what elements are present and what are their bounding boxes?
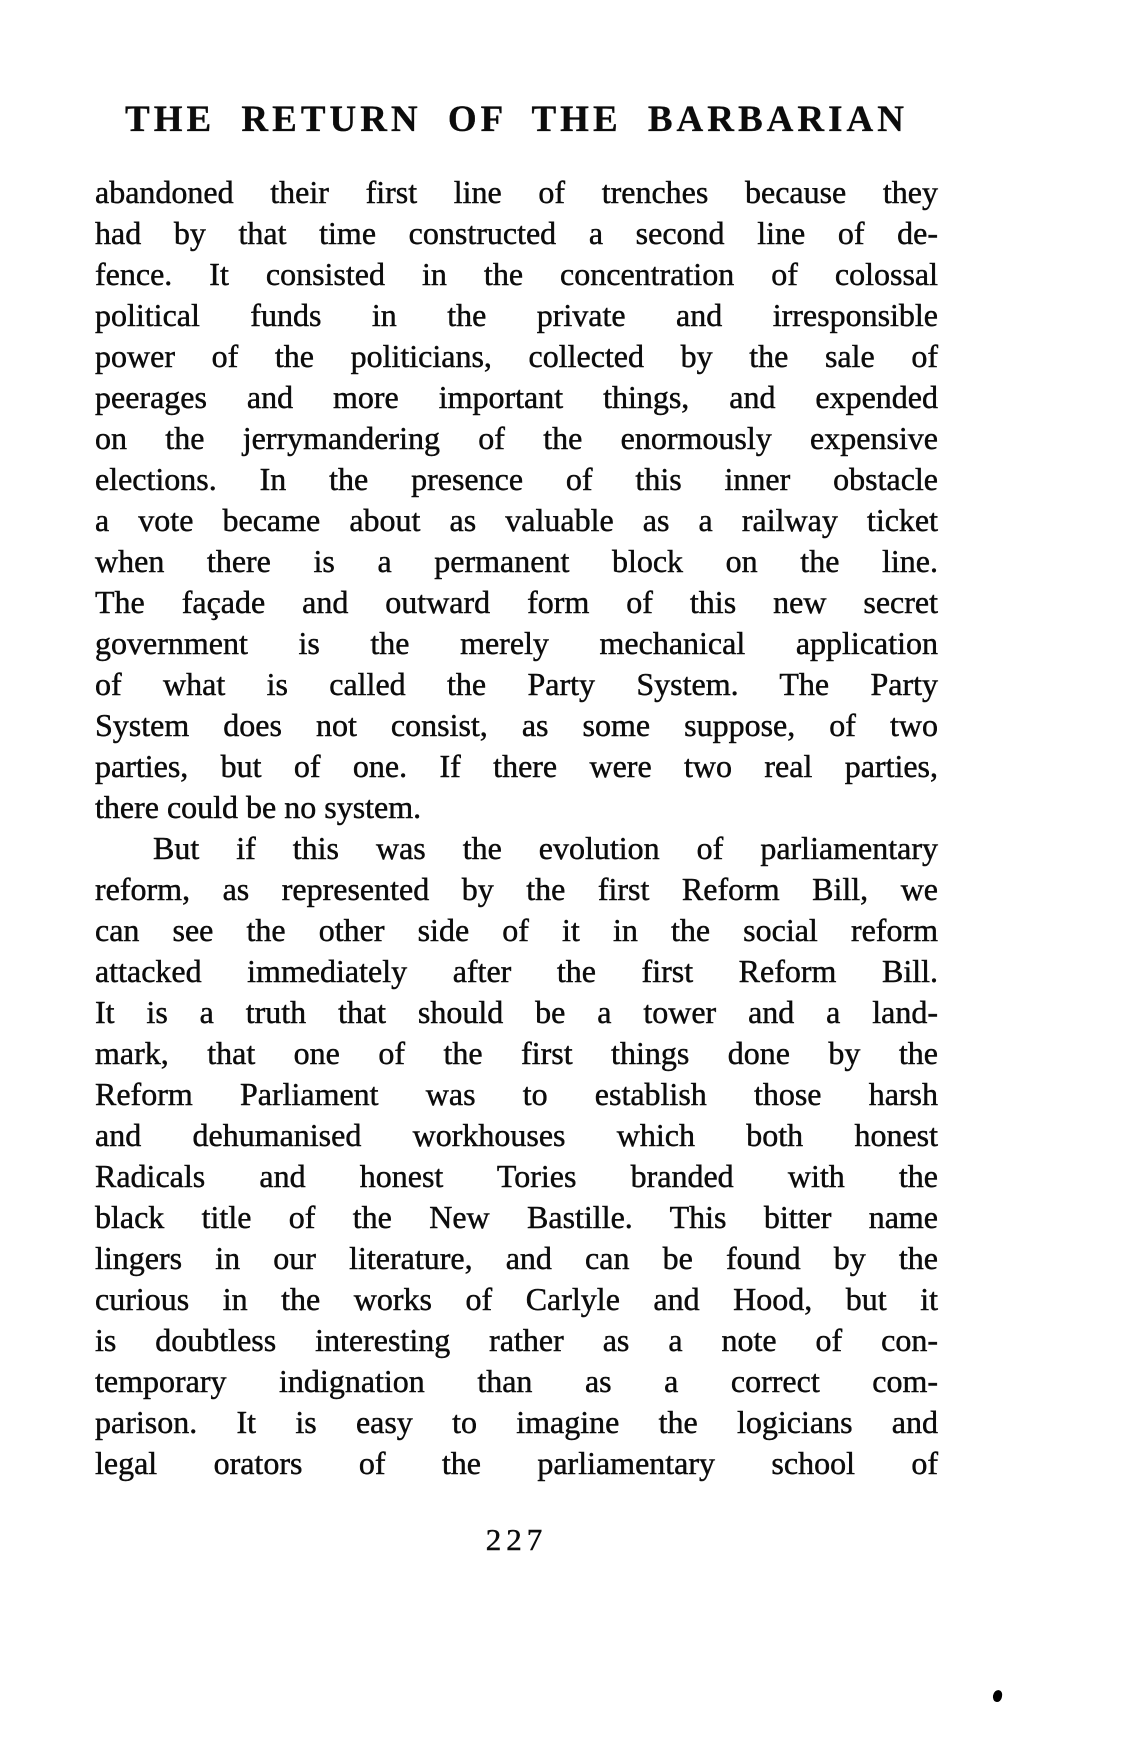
text-line: power of the politicians, collected by the sale of	[95, 338, 938, 374]
text-line: attacked immediately after the first Reform Bill.	[95, 953, 938, 989]
text-line: Radicals and honest Tories branded with the	[95, 1158, 938, 1194]
text-line: System does not consist, as some suppose, of two	[95, 707, 938, 743]
text-line: there could be no system.	[95, 789, 422, 825]
text-line: legal orators of the parliamentary school of	[95, 1445, 938, 1481]
text-line: on the jerrymandering of the enormously expensive	[95, 420, 938, 456]
text-line: temporary indignation than as a correct com-	[95, 1363, 938, 1399]
text-line: lingers in our literature, and can be found by the	[95, 1240, 938, 1276]
running-head-title: THE RETURN OF THE BARBARIAN	[125, 99, 908, 140]
text-line: fence. It consisted in the concentration of colossal	[95, 256, 938, 292]
ink-speck	[992, 1689, 1003, 1702]
text-line: The façade and outward form of this new secret	[95, 584, 938, 620]
text-line: black title of the New Bastille. This bitter name	[95, 1199, 938, 1235]
text-line: a vote became about as valuable as a railway ticket	[95, 502, 938, 538]
page-number: 227	[485, 1522, 548, 1557]
text-line: political funds in the private and irresponsible	[95, 297, 938, 333]
text-line: government is the merely mechanical application	[95, 625, 938, 661]
text-line: parties, but of one. If there were two real parties,	[95, 748, 938, 784]
page-body-text	[95, 172, 938, 1484]
text-line: reform, as represented by the first Reform Bill, we	[95, 871, 938, 907]
text-line: mark, that one of the first things done by the	[95, 1035, 938, 1071]
text-line: is doubtless interesting rather as a note of con-	[95, 1322, 938, 1358]
text-line: and dehumanised workhouses which both honest	[95, 1117, 938, 1153]
text-line: peerages and more important things, and expended	[95, 379, 938, 415]
text-line: abandoned their first line of trenches because they	[95, 174, 938, 210]
text-line: elections. In the presence of this inner obstacle	[95, 461, 938, 497]
text-line: of what is called the Party System. The Party	[95, 666, 938, 702]
text-line: when there is a permanent block on the line.	[95, 543, 938, 579]
text-line: It is a truth that should be a tower and a land-	[95, 994, 938, 1030]
text-line: curious in the works of Carlyle and Hood, but it	[95, 1281, 938, 1317]
text-line: parison. It is easy to imagine the logicians and	[95, 1404, 938, 1440]
text-line: Reform Parliament was to establish those harsh	[95, 1076, 938, 1112]
text-line: can see the other side of it in the social reform	[95, 912, 938, 948]
text-line: But if this was the evolution of parliamentary	[153, 830, 938, 866]
text-line: had by that time constructed a second line of de-	[95, 215, 938, 251]
